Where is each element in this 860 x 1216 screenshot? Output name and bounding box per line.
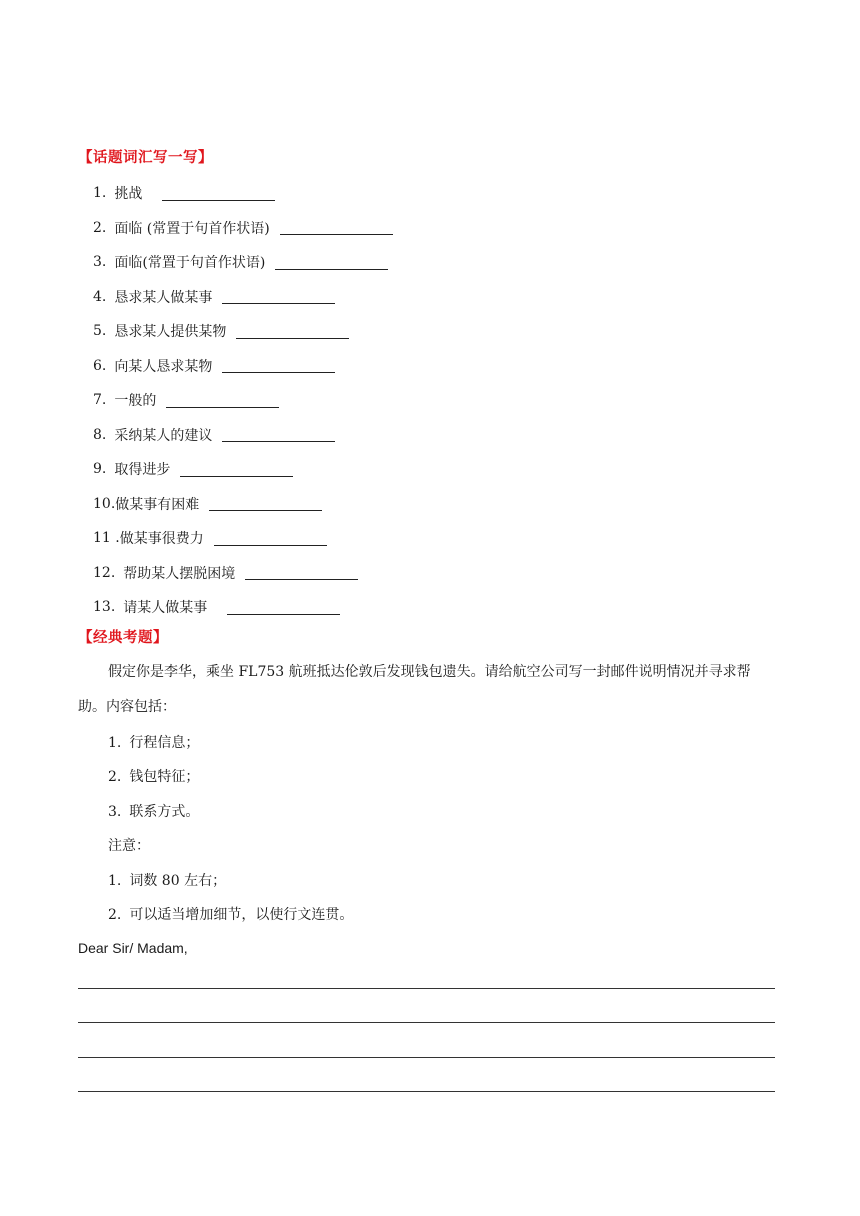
section-heading-exam: 【经典考题】 [78, 630, 168, 646]
item-term: 采纳某人的建议 [114, 427, 213, 444]
answer-blank[interactable] [166, 393, 279, 408]
answer-blank[interactable] [180, 462, 293, 477]
item-number: 5. [93, 323, 107, 340]
answer-blank[interactable] [222, 358, 335, 373]
answer-blank[interactable] [236, 324, 349, 339]
item-number: 6. [93, 357, 107, 374]
list-item [93, 176, 393, 211]
item-number: 2. [93, 219, 107, 236]
vocabulary-list [93, 176, 393, 625]
answer-blank[interactable] [227, 600, 340, 615]
list-item [93, 349, 393, 384]
list-item [93, 280, 393, 315]
list-item [93, 521, 393, 556]
note-number: 2. [108, 907, 122, 923]
item-term: 面临(常置于句首作状语) [114, 255, 266, 272]
list-item [108, 766, 199, 786]
section-heading-vocabulary: 【话题词汇写一写】 [78, 150, 213, 166]
list-item [93, 211, 393, 246]
point-number: 2. [108, 769, 122, 785]
item-number: 1. [93, 185, 107, 202]
list-item [93, 245, 393, 280]
item-term: 取得进步 [114, 462, 171, 479]
list-item [93, 487, 393, 522]
item-number: 10. [93, 495, 116, 512]
item-number: 9. [93, 461, 107, 478]
item-term: 面临 (常置于句首作状语) [114, 220, 270, 237]
answer-blank[interactable] [162, 186, 275, 201]
list-item [93, 314, 393, 349]
note-text: 词数 80 左右； [129, 873, 227, 889]
list-item [93, 383, 393, 418]
list-item [108, 732, 199, 752]
answer-blank[interactable] [222, 289, 335, 304]
note-number: 1. [108, 873, 122, 889]
item-number: 7. [93, 392, 107, 409]
writing-line[interactable] [78, 1091, 775, 1092]
list-item [108, 870, 226, 890]
answer-blank[interactable] [280, 220, 393, 235]
writing-line[interactable] [78, 988, 775, 989]
list-item [93, 556, 393, 591]
item-term: 恳求某人提供某物 [114, 324, 227, 341]
item-term: 做某事很费力 [119, 531, 204, 548]
point-text: 钱包特征； [129, 769, 200, 785]
writing-line[interactable] [78, 1057, 775, 1058]
item-number: 13. [93, 599, 116, 616]
exam-prompt: 假定你是李华，乘坐 FL753 航班抵达伦敦后发现钱包遗失。请给航空公司写一封邮件说明情况并寻求帮助。内容包括： [78, 664, 751, 715]
note-text: 可以适当增加细节，以使行文连贯。 [129, 907, 354, 923]
letter-greeting: Dear Sir/ Madam, [78, 940, 188, 956]
item-term: 一般的 [114, 393, 157, 410]
item-term: 挑战 [114, 186, 143, 203]
item-number: 12. [93, 564, 116, 581]
answer-blank[interactable] [214, 531, 327, 546]
item-term: 帮助某人摆脱困境 [123, 565, 236, 582]
item-term: 向某人恳求某物 [114, 358, 213, 375]
item-number: 8. [93, 426, 107, 443]
writing-line[interactable] [78, 1022, 775, 1023]
item-number: 3. [93, 254, 107, 271]
answer-blank[interactable] [209, 496, 322, 511]
list-item [93, 452, 393, 487]
answer-blank[interactable] [245, 565, 358, 580]
list-item [108, 801, 199, 821]
point-number: 3. [108, 804, 122, 820]
point-text: 联系方式。 [129, 804, 200, 820]
list-item [108, 904, 353, 924]
item-term: 做某事有困难 [115, 496, 200, 513]
item-number: 11 . [93, 530, 120, 547]
list-item [93, 418, 393, 453]
note-label: 注意： [108, 838, 150, 854]
answer-blank[interactable] [275, 255, 388, 270]
list-item [93, 590, 393, 625]
item-term: 请某人做某事 [123, 600, 208, 617]
answer-blank[interactable] [222, 427, 335, 442]
item-term: 恳求某人做某事 [114, 289, 213, 306]
item-number: 4. [93, 288, 107, 305]
point-text: 行程信息； [129, 735, 200, 751]
point-number: 1. [108, 735, 122, 751]
